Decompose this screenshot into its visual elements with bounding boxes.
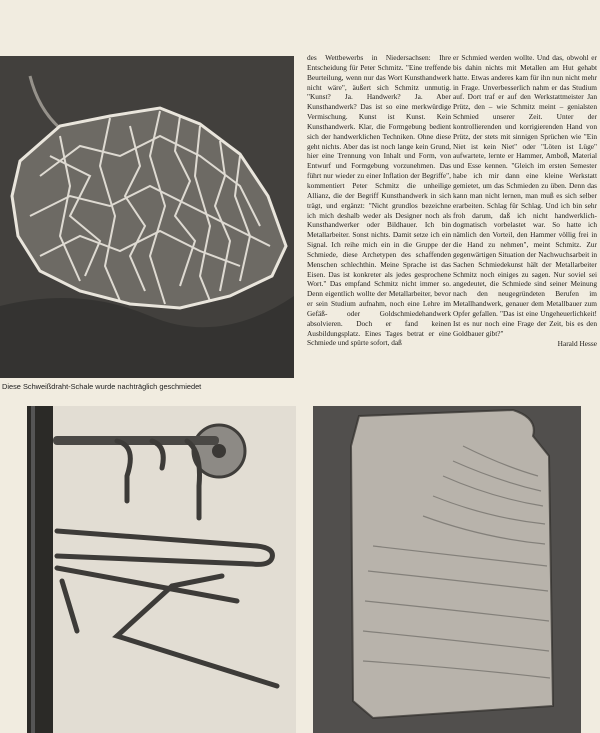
hook-rack-image bbox=[27, 406, 296, 733]
metal-plate-photo bbox=[313, 406, 581, 733]
hook-rack-photo bbox=[27, 406, 296, 733]
article-column-2 bbox=[453, 53, 597, 398]
article-text-1: des Wettbewerbs in Niedersachsen: Ihre Entscheidung für Peter Schmitz. "Eine treffende Beurteilung, wenn nur das Wort Kunsthandwerk nicht wäre", äußert sich Schmitz unmutig. "Kunst? Ja. Handwerk? Ja. Aber Kunsthandwerk? Das ist so eine merkwürdige Vermischung. Kunst ist Kunst. Kein Kunsthandwerk. Klar, die Formgebung bedient sich der handwerklichen Techniken. Ohne diese geht nichts. Aber das ist noch lange kein Grund, hier eine Trennung von Inhalt und Form, von Entwurf und Formgebung vorzunehmen. Das führt nur wieder zu einer Inflation der Begriffe", kommentiert Peter Schmitz die unheilige Allianz, die der Begriff Kunsthandwerk in sich trägt, und ergänzt: "Nicht grundlos bezeichne ich mich deshalb weder als Designer noch als Kunsthandwerker oder Bildhauer. Ich bin Metallarbeiter. Sonst nichts. Damit setze ich ein Signal. Ich reihe mich ein in die Gruppe der Schmiede, diese Archetypen des schaffenden Menschen schlechthin. Meine Sprache ist das Eisen. Das ist konkreter als jedes gesprochene Wort." Das empfand Schmitz nicht immer so. Denn eigentlich wollte der Metallarbeiter, bevor er sein Studium aufnahm, noch eine Lehre im Gefäß- oder Goldschmiedehandwerk absolvieren. Doch er fand keinen Ausbildungsplatz. Eines Tages betrat er eine Schmiede und spürte sofort, daß bbox=[307, 53, 451, 348]
wire-bowl-image bbox=[0, 56, 294, 378]
article-text-2: er Schmied werden wollte. Und das, obwohl er bis dahin nichts mit Metallen am Hut gehabt hatte. Etwas anderes kam für ihn nun nicht mehr in Frage. Unverbesserlich nahm er das Studium auf. Dort traf er auf den Werkstattmeister Jan Prütz, den – wie Schmitz meint – genialsten Schmied unserer Zeit. Unter der kontrollierenden und korrigierenden Hand von Prütz, der stets mit sinnigen Sprüchen wie "Ein Niet ist kein Niet" oder "Löten ist Lüge" aufwartete, lernte er Hammer, Amboß, Material und Esse kennen. "Gleich im ersten Semester habe ich mir dann eine kleine Werkstatt gemietet, um das Schmieden zu üben. Denn das kann man nicht lernen, man muß es sich selber erarbeiten. Schlag für Schlag. Und ich bin sehr froh darum, daß ich nicht handwerklich-dogmatisch vorbelastet war. So hatte ich nämlich den Vorteil, den Hammer völlig frei in die Hand zu nehmen", meint Schmitz. Zur gegenwärtigen Situation der Nachwuchsarbeit in Sachen Schmiedekunst hält der Metallarbeiter Schmitz noch einiges zu sagen. Nur soviel sei angedeutet, die Schmiede sind seiner Meinung nach den neugegründeten Berufen im Metallhandwerk, genauer dem Metallbauer zum Opfer gefallen. "Das ist eine Ungeheuerlichkeit! Ist es nur noch eine Frage der Zeit, bis es den Goldbauer gibt?" bbox=[453, 53, 597, 338]
wire-bowl-photo bbox=[0, 56, 294, 378]
metal-plate-image bbox=[313, 406, 581, 733]
article-author: Harald Hesse bbox=[557, 339, 597, 349]
article-column-1 bbox=[307, 53, 451, 388]
photo-caption: Diese Schweißdraht-Schale wurde nachträglich geschmiedet bbox=[2, 382, 202, 391]
